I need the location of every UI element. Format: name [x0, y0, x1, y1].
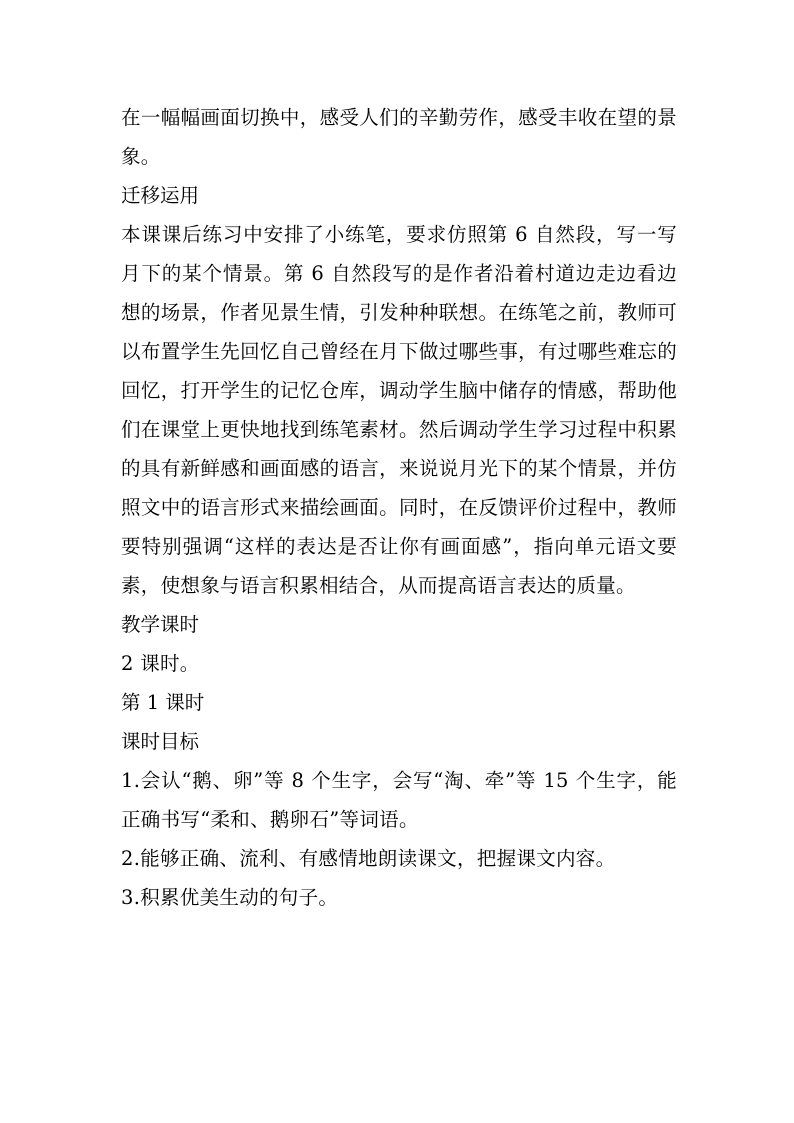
section-heading-transfer-application: 迁移运用 — [121, 184, 200, 207]
goal-item-1: 1.会认“鹅、卵”等 8 个生字，会写“淘、牵”等 15 个生字，能正确书写“柔和、鹅卵石”等词语。 — [121, 769, 677, 831]
goal-item-3: 3.积累优美生动的句子。 — [121, 886, 339, 909]
document-body — [121, 98, 677, 917]
goal-item-2: 2.能够正确、流利、有感情地朗读课文，把握课文内容。 — [121, 847, 616, 870]
section-heading-first-period: 第 1 课时 — [121, 691, 205, 714]
paragraph-period-count: 2 课时。 — [121, 652, 200, 675]
paragraph-writing-practice: 本课课后练习中安排了小练笔，要求仿照第 6 自然段，写一写月下的某个情景。第 6 自然段写的是作者沿着村道边走边看边想的场景，作者见景生情，引发种种联想。在练笔之前，教师可以布置学生先回忆自己曾经在月下做过哪些事，有过哪些难忘的回忆，打开学生的记忆仓库，调动学生脑中储存的情感，帮助他们在课堂上更快地找到练笔素材。然后调动学生学习过程中积累的具有新鲜感和画面感的语言，来说说月光下的某个情景，并仿照文中的语言形式来描绘画面。同时，在反馈评价过程中，教师要特别强调“这样的表达是否让你有画面感”，指向单元语文要素，使想象与语言积累相结合，从而提高语言表达的质量。 — [121, 223, 677, 597]
section-heading-teaching-periods: 教学课时 — [121, 613, 200, 636]
paragraph-harvest-scene: 在一幅幅画面切换中，感受人们的辛勤劳作，感受丰收在望的景象。 — [121, 106, 677, 168]
section-heading-period-goals: 课时目标 — [121, 730, 200, 753]
